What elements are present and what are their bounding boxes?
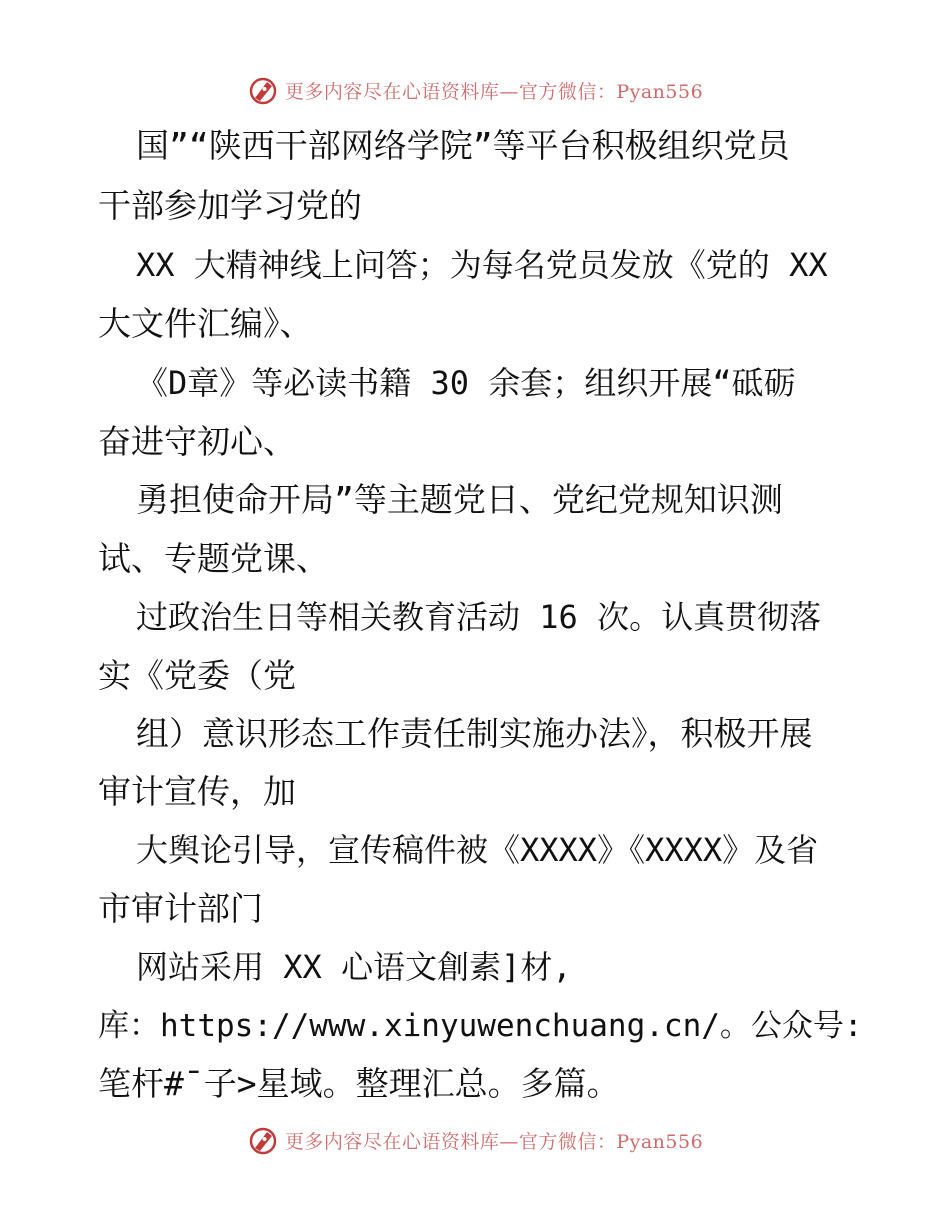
footer-banner (0, 1120, 950, 1160)
body-line-17: 笔杆#¯子>星域。整理汇总。多篇。 (98, 1064, 620, 1103)
body-line-4: 大文件汇编》、 (98, 304, 313, 343)
body-line-16: 库：https://www.xinyuwenchuang.cn/。公众号: (98, 1008, 863, 1044)
body-line-12: 审计宣传，加 (98, 772, 296, 811)
body-line-10: 实《党委（党 (98, 656, 296, 695)
body-line-6: 奋进守初心、 (98, 422, 296, 461)
footer-banner-text: 更多内容尽在心语资料库—官方微信：Pyan556 (284, 1130, 704, 1153)
body-line-8: 试、专题党课、 (98, 539, 329, 578)
body-line-9: 过政治生日等相关教育活动 16 次。认真贯彻落 (136, 598, 822, 636)
body-line-3: XX 大精神线上问答；为每名党员发放《党的 XX (136, 246, 828, 284)
body-line-5: 《D章》等必读书籍 30 余套；组织开展“砥砺 (136, 364, 796, 402)
body-line-7: 勇担使命开局”等主题党日、党纪党规知识测 (136, 480, 783, 519)
body-line-1: 国”“陕西干部网络学院”等平台积极组织党员 (136, 126, 790, 165)
body-line-13: 大舆论引导，宣传稿件被《XXXX》《XXXX》及省 (136, 831, 819, 869)
header-banner-text: 更多内容尽在心语资料库—官方微信：Pyan556 (284, 80, 704, 103)
body-line-14: 市审计部门 (98, 889, 263, 928)
body-line-11: 组）意识形态工作责任制实施办法》，积极开展 (136, 714, 813, 753)
pen-nib-seal-icon (247, 1124, 279, 1156)
body-line-2: 干部参加学习党的 (98, 186, 362, 225)
body-line-15: 网站采用 XX 心语文創素]材, (136, 948, 572, 986)
